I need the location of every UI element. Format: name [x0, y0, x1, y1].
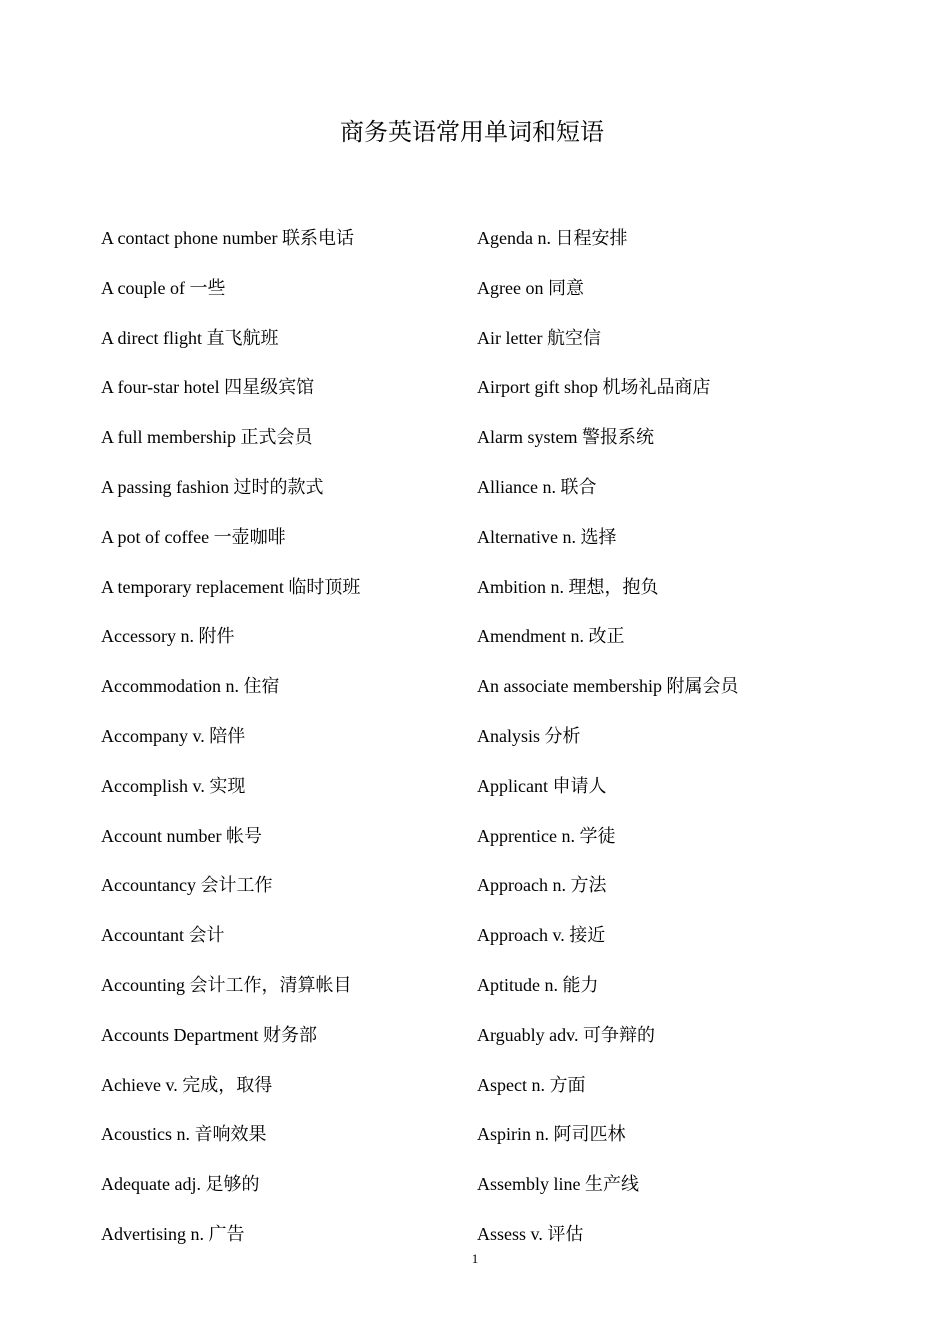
vocab-entry: Applicant 申请人: [477, 775, 607, 796]
vocab-entry: A direct flight 直飞航班: [101, 327, 279, 348]
vocab-entry: Account number 帐号: [101, 825, 262, 846]
vocab-entry: A contact phone number 联系电话: [101, 228, 354, 248]
vocab-entry: A pot of coffee 一壶咖啡: [101, 526, 286, 547]
left-column: [101, 223, 461, 1269]
vocab-entry: A couple of 一些: [101, 277, 226, 298]
page-number: 1: [471, 1251, 479, 1266]
vocab-entry: Accommodation n. 住宿: [101, 676, 280, 697]
vocab-entry: Agenda n. 日程安排: [477, 228, 628, 248]
vocab-entry: Accountant 会计: [101, 925, 225, 946]
vocab-entry: Accounts Department 财务部: [101, 1024, 317, 1045]
vocab-entry: Analysis 分析: [477, 725, 581, 746]
vocab-entry: A passing fashion 过时的款式: [101, 476, 324, 497]
vocab-entry: Approach v. 接近: [477, 925, 606, 946]
vocab-entry: Advertising n. 广告: [101, 1223, 245, 1244]
vocab-entry: Apprentice n. 学徒: [477, 825, 616, 846]
vocab-entry: Accompany v. 陪伴: [101, 725, 246, 746]
vocab-entry: Airport gift shop 机场礼品商店: [477, 377, 711, 398]
vocab-entry: A temporary replacement 临时顶班: [101, 576, 361, 597]
vocab-entry: Agree on 同意: [477, 277, 584, 298]
right-column: [477, 223, 837, 1269]
vocab-entry: Approach n. 方法: [477, 875, 607, 896]
vocab-entry: Acoustics n. 音响效果: [101, 1124, 267, 1145]
vocab-entry: An associate membership 附属会员: [477, 676, 739, 697]
vocab-entry: Accomplish v. 实现: [101, 775, 246, 796]
vocab-entry: Assembly line 生产线: [477, 1174, 639, 1195]
page-title: 商务英语常用单词和短语: [340, 120, 604, 146]
vocab-entry: Assess v. 评估: [477, 1223, 584, 1244]
vocab-entry: Accountancy 会计工作: [101, 875, 273, 896]
vocab-entry: Ambition n. 理想，抱负: [477, 576, 659, 597]
vocab-entry: Achieve v. 完成，取得: [101, 1074, 273, 1095]
vocab-entry: Adequate adj. 足够的: [101, 1174, 260, 1195]
vocab-entry: Alternative n. 选择: [477, 526, 617, 547]
vocab-entry: Alliance n. 联合: [477, 476, 597, 497]
vocab-entry: Accessory n. 附件: [101, 626, 235, 647]
vocab-entry: Arguably adv. 可争辩的: [477, 1024, 655, 1045]
vocab-entry: Accounting 会计工作，清算帐目: [101, 974, 352, 995]
vocab-entry: Aspirin n. 阿司匹林: [477, 1124, 626, 1145]
vocab-entry: Aptitude n. 能力: [477, 974, 599, 995]
vocab-entry: A four-star hotel 四星级宾馆: [101, 377, 315, 398]
vocab-entry: Air letter 航空信: [477, 327, 601, 348]
vocab-entry: Amendment n. 改正: [477, 626, 625, 647]
vocab-entry: Alarm system 警报系统: [477, 427, 654, 448]
vocab-entry: Aspect n. 方面: [477, 1074, 586, 1095]
vocab-entry: A full membership 正式会员: [101, 427, 313, 448]
